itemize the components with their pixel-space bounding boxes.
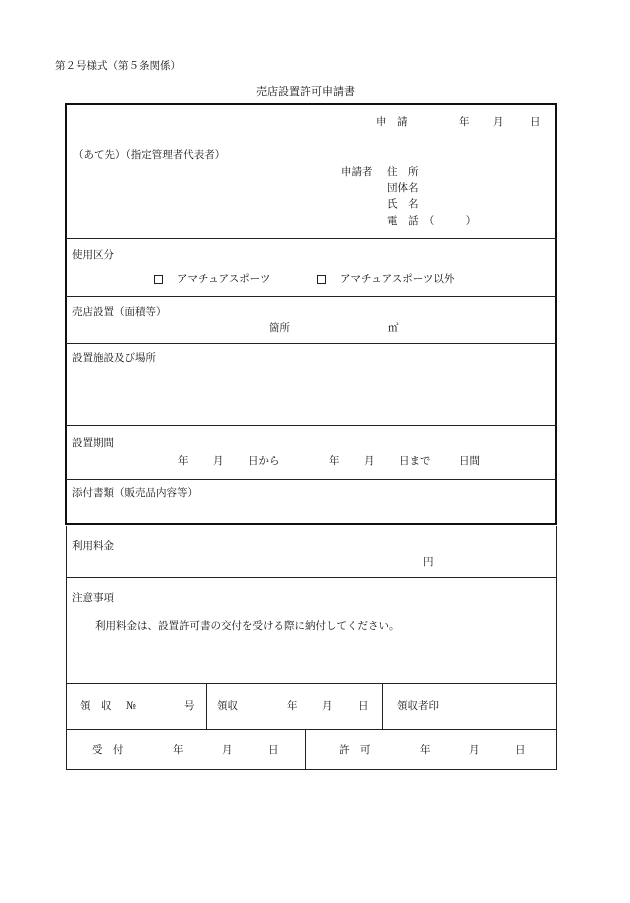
divider-shop [66, 343, 557, 344]
divider-applicant [66, 238, 557, 239]
applicant-label: 申請者 [341, 166, 373, 178]
application-day-label: 日 [530, 116, 541, 128]
notes-label: 注意事項 [72, 592, 114, 604]
organization-label: 団体名 [387, 182, 419, 194]
usage-label: 使用区分 [72, 249, 114, 261]
permission-label: 許 可 [339, 744, 371, 756]
application-year-label: 年 [459, 116, 470, 128]
period-label: 設置期間 [72, 437, 114, 449]
fee-label: 利用料金 [72, 540, 114, 552]
divider-facility [66, 425, 557, 426]
receipt-year-label: 年 [287, 700, 298, 712]
period-end-month: 月 [364, 455, 375, 467]
period-end-year: 年 [329, 455, 340, 467]
receipt-seal-label: 領収者印 [397, 700, 439, 712]
application-month-label: 月 [493, 116, 504, 128]
divider-period [66, 479, 557, 480]
receipt-number-unit: 号 [184, 700, 195, 712]
reception-month-label: 月 [222, 744, 233, 756]
amateur-option-label: アマチュアスポーツ [177, 273, 271, 285]
other-checkbox[interactable] [317, 275, 326, 284]
other-option-label: アマチュアスポーツ以外 [340, 273, 455, 285]
receipt-day-label: 日 [358, 700, 369, 712]
permission-month-label: 月 [469, 744, 480, 756]
usage-option-other[interactable] [317, 274, 454, 285]
period-from: 日から [248, 455, 280, 467]
fee-unit: 円 [423, 556, 434, 568]
phone-label: 電 話 （ ） [387, 215, 477, 227]
period-start-month: 月 [213, 455, 224, 467]
receipt-date-label: 領収 [217, 700, 238, 712]
period-start-year: 年 [178, 455, 189, 467]
amateur-checkbox[interactable] [154, 275, 163, 284]
divider-notes [66, 683, 557, 684]
form-number: 第２号様式（第５条関係） [55, 60, 181, 72]
receipt-month-label: 月 [322, 700, 333, 712]
addressee: （あて先）（指定管理者代表者） [73, 149, 226, 161]
name-label: 氏 名 [387, 198, 419, 210]
period-to: 日まで [399, 455, 431, 467]
receipt-divider-1 [206, 683, 207, 729]
office-use-table [66, 526, 557, 770]
shop-count-unit: 箇所 [269, 322, 290, 334]
reception-year-label: 年 [173, 744, 184, 756]
divider-receipt [66, 729, 557, 730]
facility-label: 設置施設及び場所 [72, 352, 156, 364]
shop-label: 売店設置（面積等） [72, 306, 167, 318]
period-days: 日間 [459, 455, 480, 467]
permission-day-label: 日 [515, 744, 526, 756]
attachments-label: 添付書類（販売品内容等） [72, 487, 198, 499]
application-date-label: 申 請 [376, 116, 408, 128]
reception-day-label: 日 [268, 744, 279, 756]
permission-year-label: 年 [420, 744, 431, 756]
notes-text: 利用料金は、設置許可書の交付を受ける際に納付してください。 [95, 620, 400, 632]
divider-fee [66, 577, 557, 578]
form-title: 売店設置許可申請書 [256, 85, 355, 98]
office-divider [305, 729, 306, 770]
address-label: 住 所 [387, 166, 419, 178]
receipt-divider-2 [382, 683, 383, 729]
usage-option-amateur[interactable] [154, 274, 270, 285]
shop-area-unit: ㎡ [388, 322, 399, 334]
reception-label: 受 付 [92, 744, 124, 756]
divider-usage [66, 296, 557, 297]
receipt-no-label: 領 収 [80, 700, 112, 712]
receipt-no-mark: № [126, 700, 136, 712]
